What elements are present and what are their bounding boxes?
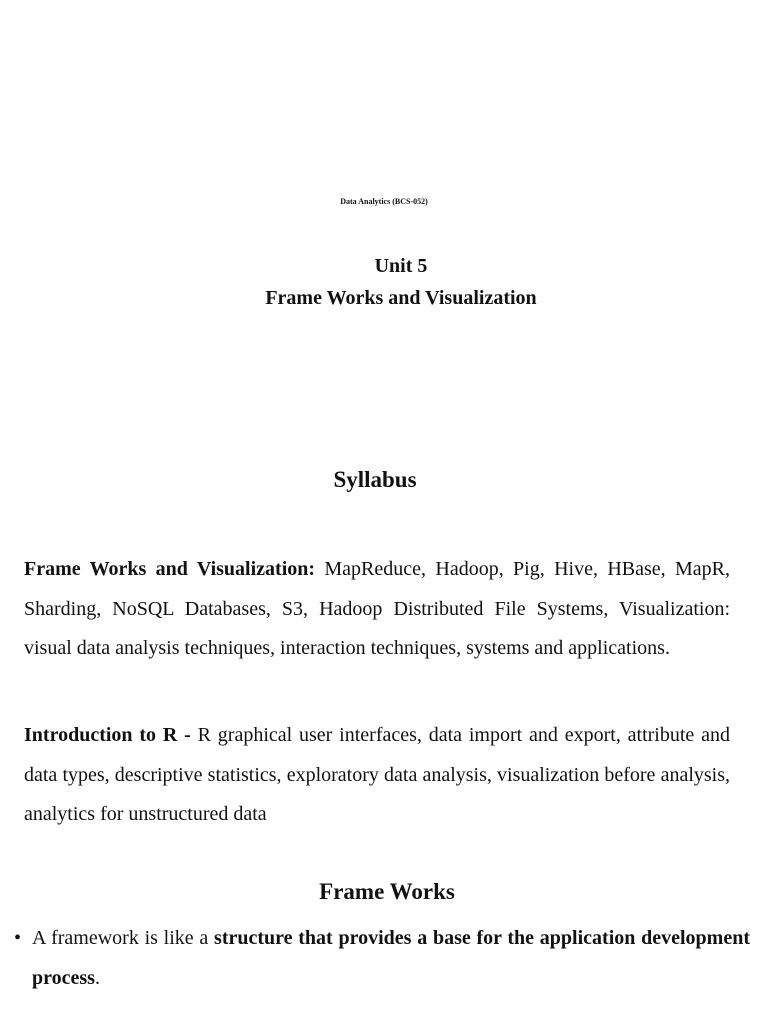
bullet-text-bold: structure that provides a base for the application development process bbox=[32, 927, 751, 989]
syllabus-paragraph-r bbox=[24, 716, 730, 835]
bullet-text bbox=[32, 919, 750, 998]
syllabus-text-r: R graphical user interfaces, data import and export, attribute and data types, descriptive statistics, exploratory data analysis, visualization before analysis, analytics for unstructured data bbox=[24, 724, 730, 825]
running-header: Data Analytics (BCS-052) bbox=[340, 197, 428, 206]
unit-subtitle: Frame Works and Visualization bbox=[265, 287, 537, 309]
frameworks-heading: Frame Works bbox=[319, 879, 455, 904]
syllabus-label-frameworks: Frame Works and Visualization: bbox=[24, 558, 316, 580]
unit-title: Unit 5 bbox=[374, 255, 428, 277]
bullet-text-suffix: . bbox=[94, 966, 100, 989]
syllabus-text-frameworks: MapReduce, Hadoop, Pig, Hive, HBase, MapR, Sharding, NoSQL Databases, S3, Hadoop Distributed File Systems, Visualization: visual data analysis techniques, interaction techniques, systems and applications. bbox=[24, 558, 730, 659]
bullet-item-framework-definition bbox=[14, 919, 750, 998]
bullet-icon: • bbox=[14, 927, 22, 949]
syllabus-heading: Syllabus bbox=[333, 467, 417, 492]
syllabus-paragraph-frameworks bbox=[24, 550, 730, 669]
syllabus-label-r: Introduction to R - bbox=[24, 724, 191, 746]
bullet-text-prefix: A framework is like a bbox=[32, 927, 215, 949]
